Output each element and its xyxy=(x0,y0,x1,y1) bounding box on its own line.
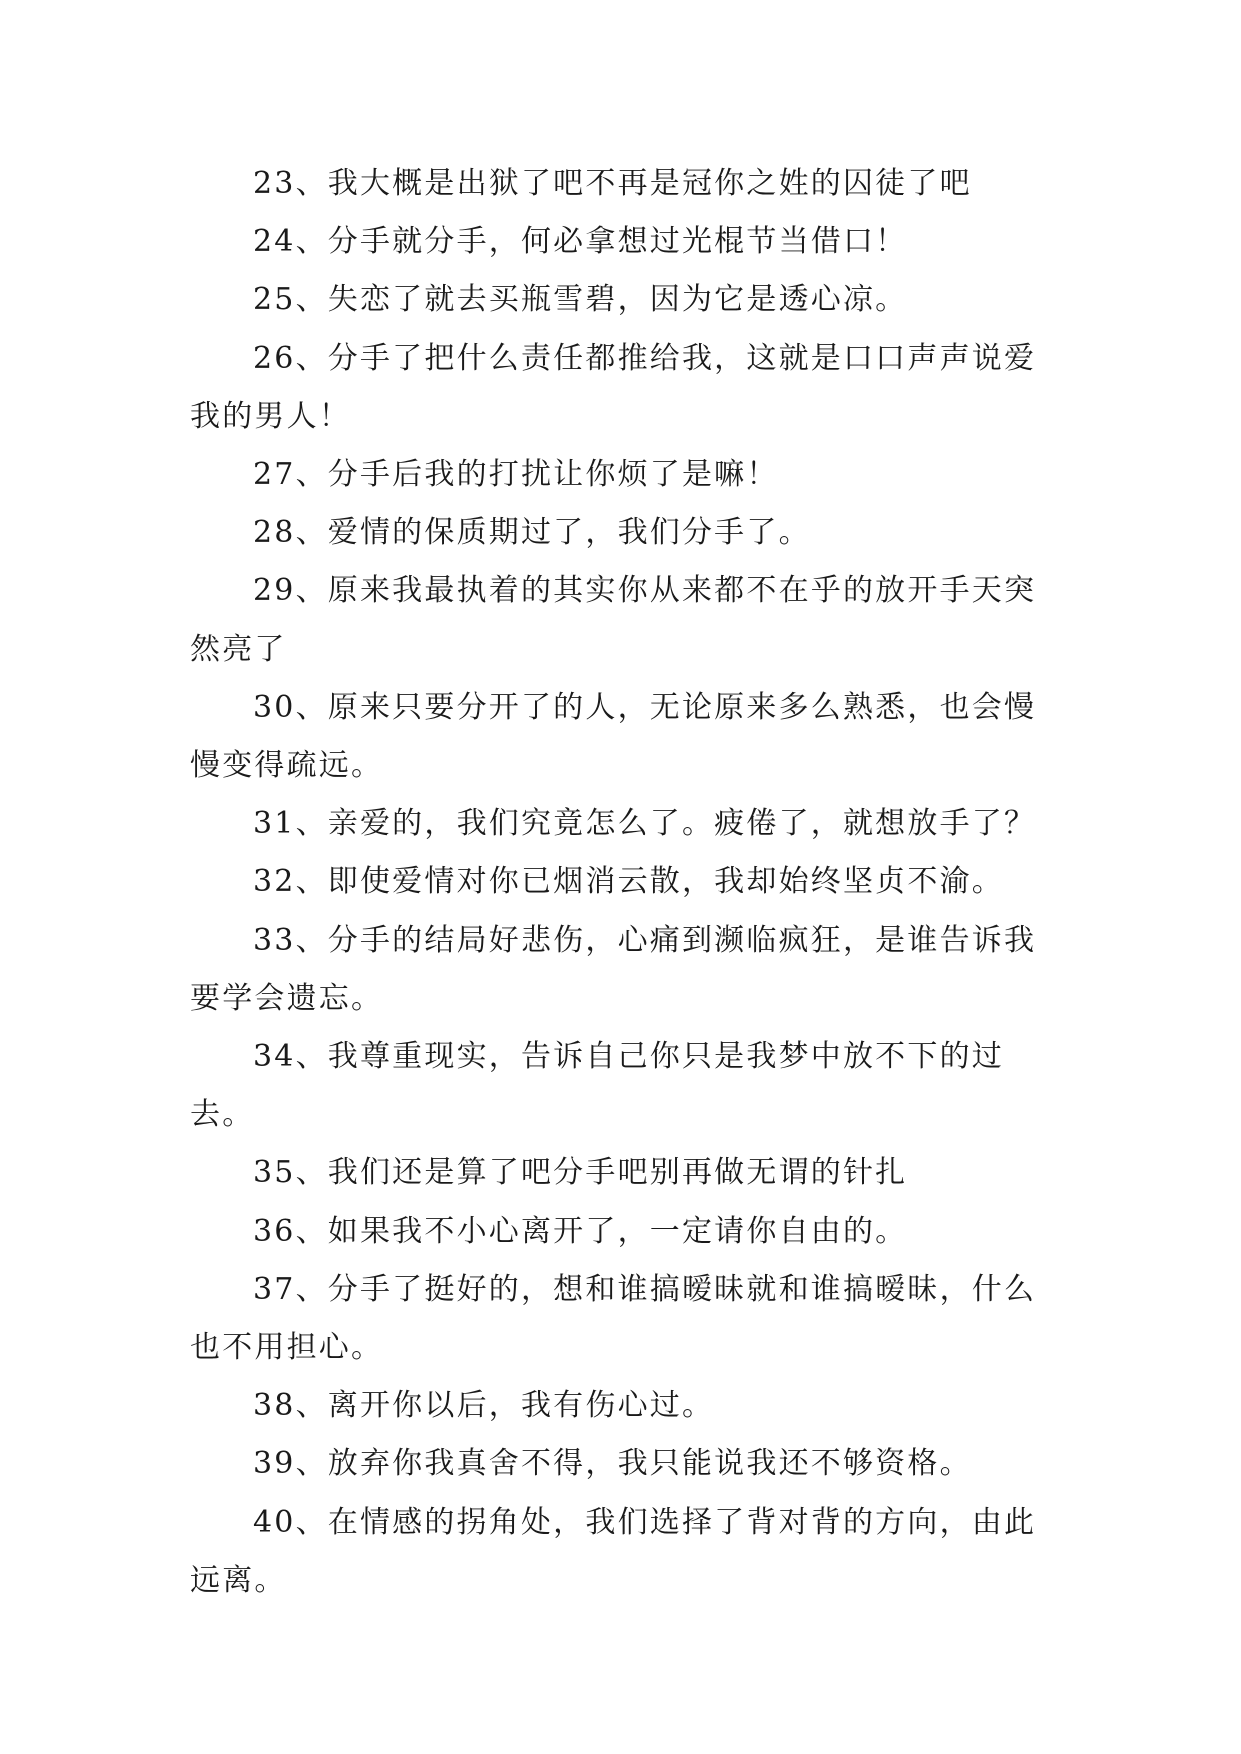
paragraph-32: 32、即使爱情对你已烟消云散，我却始终坚贞不渝。 xyxy=(253,864,1004,900)
document-body xyxy=(190,155,1060,1610)
paragraph-26: 26、分手了把什么责任都推给我，这就是口口声声说爱我的男人！ xyxy=(190,340,1037,434)
paragraph-23: 23、我大概是出狱了吧不再是冠你之姓的囚徒了吧 xyxy=(253,166,972,201)
paragraph-30: 30、原来只要分开了的人，无论原来多么熟悉，也会慢慢变得疏远。 xyxy=(190,689,1037,784)
paragraph-24: 24、分手就分手，何必拿想过光棍节当借口！ xyxy=(253,224,908,260)
paragraph-33: 33、分手的结局好悲伤，心痛到濒临疯狂，是谁告诉我要学会遗忘。 xyxy=(190,922,1037,1016)
paragraph-27: 27、分手后我的打扰让你烦了是嘛！ xyxy=(253,457,779,493)
paragraph-29: 29、原来我最执着的其实你从来都不在乎的放开手天突然亮了 xyxy=(190,573,1037,667)
paragraph-31: 31、亲爱的，我们究竟怎么了。疲倦了，就想放手了？ xyxy=(253,806,1037,842)
paragraph-35: 35、我们还是算了吧分手吧别再做无谓的针扎 xyxy=(253,1155,908,1191)
paragraph-36: 36、如果我不小心离开了，一定请你自由的。 xyxy=(253,1213,908,1249)
paragraph-34: 34、我尊重现实，告诉自己你只是我梦中放不下的过去。 xyxy=(190,1039,1004,1133)
paragraph-38: 38、离开你以后，我有伤心过。 xyxy=(253,1388,715,1424)
paragraph-40: 40、在情感的拐角处，我们选择了背对背的方向，由此远离。 xyxy=(190,1504,1037,1598)
paragraph-25: 25、失恋了就去买瓶雪碧，因为它是透心凉。 xyxy=(253,282,908,318)
paragraph-28: 28、爱情的保质期过了，我们分手了。 xyxy=(253,515,811,551)
paragraph-37: 37、分手了挺好的，想和谁搞暧昧就和谁搞暧昧，什么也不用担心。 xyxy=(190,1271,1037,1366)
paragraph-39: 39、放弃你我真舍不得，我只能说我还不够资格。 xyxy=(253,1446,972,1482)
